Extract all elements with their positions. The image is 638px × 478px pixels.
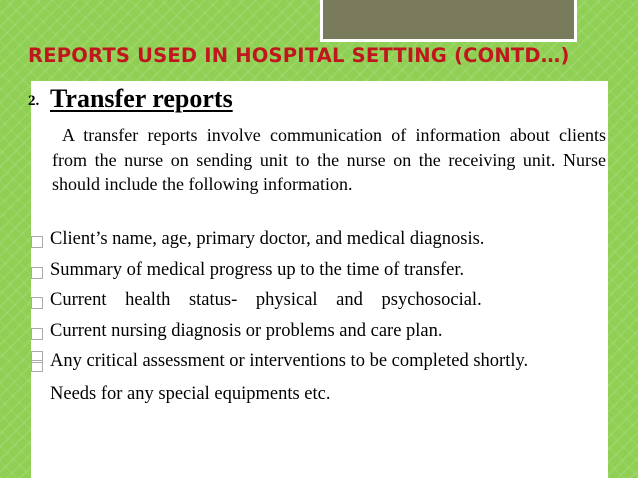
list-item	[28, 321, 618, 352]
square-bullet-icon	[31, 360, 43, 372]
intro-paragraph: A transfer reports involve communication of information about clients from the nurse on sending unit to the nurse on the receiving unit. Nurse should include the following information.	[52, 125, 606, 194]
slide-title: REPORTS USED IN HOSPITAL SETTING (CONTD…)	[28, 44, 570, 67]
list-item-text: Current nursing diagnosis or problems and care plan.	[50, 320, 443, 341]
list-item	[28, 260, 618, 291]
section-title: Transfer reports	[50, 84, 233, 113]
bullet-list	[28, 229, 618, 382]
list-item-text: Any critical assessment or interventions to be completed shortly.	[50, 351, 529, 371]
list-item	[28, 351, 618, 382]
list-item-text: Summary of medical progress up to the time of transfer.	[50, 259, 465, 280]
list-item-text: Client’s name, age, primary doctor, and medical diagnosis.	[50, 229, 485, 249]
square-bullet-icon	[31, 328, 43, 340]
section-number: 2.	[28, 93, 40, 109]
list-item	[28, 290, 618, 321]
square-bullet-icon	[31, 236, 43, 248]
list-item-text: Current health status- physical and psychosocial.	[50, 290, 482, 310]
closing-line: Needs for any special equipments etc.	[50, 384, 331, 404]
list-item	[28, 229, 618, 260]
square-bullet-icon	[31, 297, 43, 309]
header-decor-box	[320, 0, 577, 42]
square-bullet-icon	[31, 267, 43, 279]
